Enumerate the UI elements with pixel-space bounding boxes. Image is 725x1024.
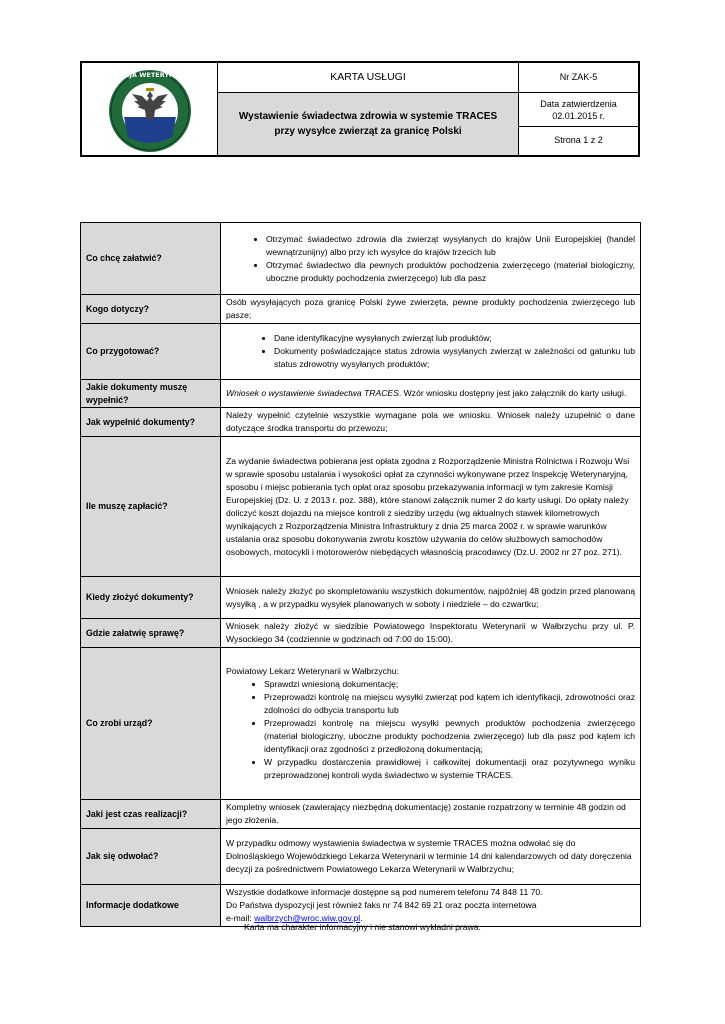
row-label: Kogo dotyczy? (81, 295, 221, 324)
row-value: Osób wysyłających poza granicę Polski żywe zwierzęta, pewne produkty pochodzenia zwierzęcego lub pasze; (221, 295, 641, 324)
row-value: Kompletny wniosek (zawierający niezbędną dokumentację) zostanie rozpatrzony w terminie 48 godzin od jego złożenia. (221, 800, 641, 829)
row-label: Jak wypełnić dokumenty? (81, 408, 221, 437)
form-note: . Wzór wniosku dostępny jest jako załącznik do karty usługi. (398, 388, 627, 398)
approval-block (519, 93, 638, 127)
row-label: Jak się odwołać? (81, 829, 221, 885)
list-item: • Otrzymać świadectwo dla pewnych produktów pochodzenia zwierzęcego (materiał biologiczny, uboczne produkty pochodzenia zwierzęcego) lub dla pasz (266, 259, 635, 285)
row-label: Jakie dokumenty muszę wypełnić? (81, 380, 221, 408)
list-item: • Otrzymać świadectwo zdrowia dla zwierząt wysyłanych do krajów Unii Europejskiej (handel wewnątrzunijny) albo przy ich wysyłce do krajów trzecich lub (266, 233, 635, 259)
fax-info: Do Państwa dyspozycji jest również faks nr 74 842 69 21 oraz poczta internetowa (226, 900, 537, 910)
approval-date: 02.01.2015 r. (552, 111, 605, 121)
bullet-list (226, 332, 635, 371)
table-row (81, 408, 641, 437)
email-prefix: e-mail: (226, 913, 255, 923)
service-title-line2: przy wysyłce zwierząt za granicę Polski (274, 126, 462, 137)
row-label: Ile muszę zapłacić? (81, 437, 221, 577)
email-suffix: . (360, 913, 363, 923)
list-item: • W przypadku dostarczenia prawidłowej i całkowitej dokumentacji oraz pozytywnego wyniku przeprowadzonej kontroli wyda świadectwo w systemie TRACES. (264, 756, 635, 782)
bullet-list (226, 233, 635, 285)
approval-label: Data zatwierdzenia (540, 99, 617, 109)
phone-info: Wszystkie dodatkowe informacje dostępne są pod numerem telefonu 74 848 11 70. (226, 887, 543, 897)
row-value: Należy wypełnić czytelnie wszystkie wymagane pola we wniosku. Wniosek należy uzupełnić o dane dotyczące środka transportu do przewozu; (221, 408, 641, 437)
row-value: W przypadku odmowy wystawienia świadectwa w systemie TRACES można odwołać się do Dolnośląskiego Wojewódzkiego Lekarza Weterynarii w terminie 14 dni kalendarzowych od daty doręczenia decyzji za pośrednictwem Powiatowego Lekarza Weterynarii w Wałbrzychu; (221, 829, 641, 885)
table-row (81, 380, 641, 408)
bullet-list (226, 678, 635, 782)
service-title (218, 93, 518, 155)
meta-column (519, 63, 638, 155)
disclaimer-note: Karta ma charakter informacyjny i nie stanowi wykładni prawa. (244, 922, 481, 932)
table-row (81, 437, 641, 577)
row-label: Informacje dodatkowe (81, 885, 221, 927)
veterinary-inspection-logo (82, 63, 217, 155)
row-label: Kiedy złożyć dokumenty? (81, 577, 221, 619)
list-item: • Sprawdzi wniesioną dokumentację; (264, 678, 635, 691)
doc-number: Nr ZAK-5 (519, 63, 638, 93)
row-value: Wniosek należy złożyć w siedzibie Powiatowego Inspektoratu Weterynarii w Wałbrzychu przy ul. P. Wysockiego 34 (codziennie w godzinach od 7:00 do 15:00). (221, 619, 641, 648)
table-row (81, 577, 641, 619)
logo-cell (82, 63, 218, 155)
table-row (81, 829, 641, 885)
table-row (81, 885, 641, 927)
row-label: Gdzie załatwię sprawę? (81, 619, 221, 648)
table-row (81, 324, 641, 380)
header-box (80, 61, 640, 157)
table-row (81, 223, 641, 295)
title-column (218, 63, 519, 155)
card-title: KARTA USŁUGI (218, 63, 518, 93)
table-row (81, 295, 641, 324)
row-value: Za wydanie świadectwa pobierana jest opłata zgodna z Rozporządzenie Ministra Rolnictwa i Rozwoju Wsi w sprawie sposobu ustalania i wysokości opłat za czynności wykonywane przez Inspekcję Weterynaryjną, sposobu i miejsc pobierania tych opłat oraz sposobu przekazywania informacji w tym zakresie Komisji Europejskiej (Dz. U. z 2013 r. poz. 388), które stanowi załącznik numer 2 do karty usługi. Do opłaty należy doliczyć koszt dojazdu na miejsce kontroli z siedziby urzędu (wg aktualnych stawek kilometrowych wynikających z Rozporządzenia Ministra Infrastruktury z dnia 25 marca 2002 r. w sprawie warunków ustalania oraz sposobu dokonywania zwrotu kosztów używania do celów służbowych samochodów osobowych, motocykli i motorowerów niebędących własnością pracodawcy (Dz.U. 2002 nr 27 poz. 271). (221, 437, 641, 577)
list-item: • Przeprowadzi kontrolę na miejscu wysyłki zwierząt pod kątem ich identyfikacji, zdrowotności oraz zdolności do odbycia transportu lub (264, 691, 635, 717)
row-label: Co zrobi urząd? (81, 648, 221, 800)
service-title-line1: Wystawienie świadectwa zdrowia w systemie TRACES (238, 111, 498, 122)
row-value (221, 380, 641, 408)
row-value (221, 648, 641, 800)
row-value: Wniosek należy złożyć po skompletowaniu wszystkich dokumentów, najpóźniej 48 godzin przed planowaną wysyłką , a w przypadku wysyłek planowanych w soboty i niedziele – do czwartku; (221, 577, 641, 619)
row-label: Co przygotować? (81, 324, 221, 380)
form-name: Wniosek o wystawienie świadectwa TRACES (226, 388, 399, 398)
service-card-table (80, 222, 641, 927)
row-value (221, 885, 641, 927)
table-row (81, 800, 641, 829)
row-label: Jaki jest czas realizacji? (81, 800, 221, 829)
list-item: • Dokumenty poświadczające status zdrowia wysyłanych zwierząt w zależności od gatunku lub status zdrowotny wysyłanych produktów; (274, 345, 635, 371)
email-link[interactable]: walbrzych@wroc.wiw.gov.pl (254, 913, 361, 923)
table-row (81, 619, 641, 648)
row-value (221, 223, 641, 295)
list-item: • Przeprowadzi kontrolę na miejscu wysyłki pewnych produktów pochodzenia zwierzęcego (materiał biologiczny, uboczne produkty pochodzenia zwierzęcego) lub dla pasz pod kątem ich identyfikacji oraz zgodności z przedłożoną dokumentacją; (264, 717, 635, 756)
logo-lettering: INSPEKCJA WETERYNARYJNA (98, 71, 202, 79)
office-intro: Powiatowy Lekarz Weterynarii w Wałbrzychu: (226, 666, 399, 676)
row-label: Co chcę załatwić? (81, 223, 221, 295)
page-info: Strona 1 z 2 (554, 135, 603, 145)
table-row (81, 648, 641, 800)
row-value (221, 324, 641, 380)
list-item: • Dane identyfikacyjne wysyłanych zwierząt lub produktów; (274, 332, 635, 345)
